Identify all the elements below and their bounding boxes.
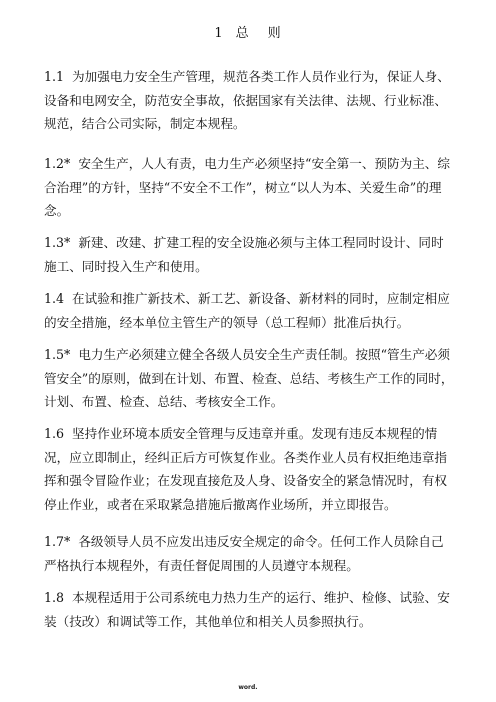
paragraph-number: 1.5*: [44, 347, 71, 362]
paragraph-number: 1.6: [44, 426, 65, 441]
paragraph-text: 在试验和推广新技术、新工艺、新设备、新材料的同时，应制定相应的安全措施，经本单位主管生产的领导（总工程师）批准后执行。: [44, 291, 450, 330]
paragraph-1-1: [44, 65, 454, 136]
paragraph-number: 1.7*: [44, 534, 71, 549]
paragraph-text: 安全生产，人人有责，电力生产必须坚持“安全第一、预防为主、综合治理”的方针，坚持“不安全不工作”，树立“以人为本、关爱生命”的理念。: [44, 156, 450, 219]
paragraph-number: 1.3*: [44, 235, 71, 250]
paragraph-number: 1.2*: [44, 156, 71, 171]
paragraph-text: 坚持作业环境本质安全管理与反违章并重。发现有违反本规程的情况，应立即制止，经纠正后方可恢复作业。各类作业人员有权拒绝违章指挥和强令冒险作业；在发现直接危及人身、设备安全的紧急情况时，有权停止作业，或者在采取紧急措施后撤离作业场所，并立即报告。: [44, 426, 447, 512]
paragraph-number: 1.8: [44, 590, 65, 605]
paragraph-1-6: [44, 422, 454, 516]
paragraph-text: 电力生产必须建立健全各级人员安全生产责任制。按照“管生产必须管安全”的原则，做到在计划、布置、检查、总结、考核生产工作的同时，计划、布置、检查、总结、考核安全工作。: [44, 347, 454, 410]
chapter-heading: [0, 22, 496, 41]
paragraph-1-5: [44, 343, 454, 414]
paragraph-1-7: [44, 530, 454, 577]
paragraph-1-4: [44, 287, 454, 334]
chapter-number: 1: [214, 26, 224, 41]
chapter-title-part-1: 总: [235, 26, 250, 41]
paragraph-text: 本规程适用于公司系统电力热力生产的运行、维护、检修、试验、安装（技改）和调试等工作，其他单位和相关人员参照执行。: [44, 590, 450, 629]
paragraph-number: 1.4: [44, 291, 65, 306]
paragraph-1-8: [44, 586, 454, 633]
page-footer: word.: [238, 684, 258, 691]
paragraph-1-3: [44, 231, 454, 278]
paragraph-text: 新建、改建、扩建工程的安全设施必须与主体工程同时设计、同时施工、同时投入生产和使用。: [44, 235, 444, 274]
paragraph-text: 各级领导人员不应发出违反安全规定的命令。任何工作人员除自己严格执行本规程外，有责任督促周围的人员遵守本规程。: [44, 534, 444, 573]
paragraph-1-2: [44, 152, 454, 223]
paragraph-text: 为加强电力安全生产管理，规范各类工作人员作业行为，保证人身、设备和电网安全，防范安全事故，依据国家有关法律、法规、行业标准、规范，结合公司实际，制定本规程。: [44, 69, 450, 132]
paragraph-number: 1.1: [44, 69, 65, 84]
chapter-title-part-2: 则: [267, 26, 282, 41]
